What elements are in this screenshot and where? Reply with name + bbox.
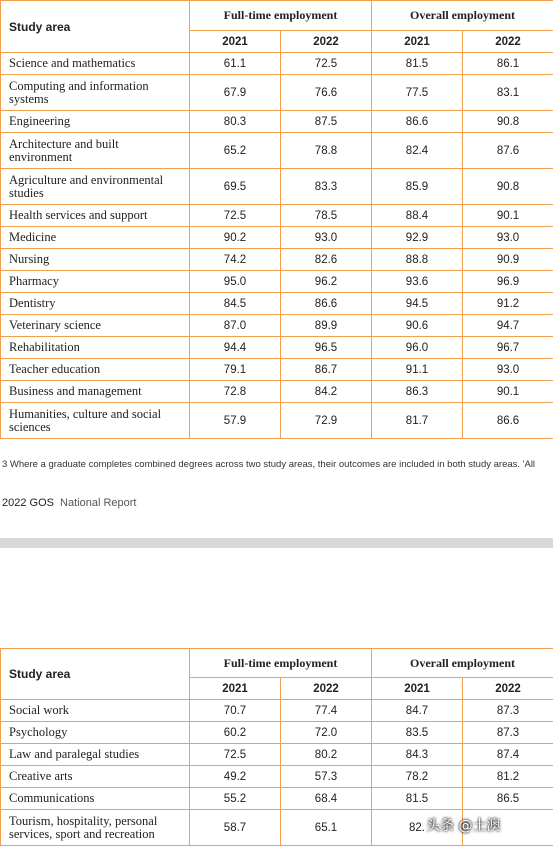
value-cell: 57.9 [190,403,281,439]
value-cell: 83.5 [372,722,463,744]
study-area-cell: Business and management [1,381,190,403]
value-cell: 95.0 [190,271,281,293]
study-area-cell: Tourism, hospitality, personal services, sport and recreation [1,810,190,846]
value-cell: 81.2 [463,766,553,788]
value-cell: 90.1 [463,205,553,227]
value-cell: 55.2 [190,788,281,810]
header-year: 2021 [190,678,281,700]
header-study-area: Study area [1,649,190,700]
value-cell: 90.8 [463,169,553,205]
value-cell: 96.7 [463,337,553,359]
value-cell: 72.0 [281,722,372,744]
value-cell: 72.9 [281,403,372,439]
value-cell: 93.0 [463,359,553,381]
value-cell: 80.3 [190,111,281,133]
table-row [1,403,553,439]
header-year: 2021 [372,31,463,53]
value-cell: 76.6 [281,75,372,111]
study-area-cell: Communications [1,788,190,810]
value-cell: 82.4 [372,133,463,169]
value-cell: 86.1 [463,53,553,75]
value-cell: 91.1 [372,359,463,381]
header-overall: Overall employment [372,649,553,678]
header-year: 2021 [372,678,463,700]
value-cell: 78.5 [281,205,372,227]
value-cell: 90.2 [190,227,281,249]
table-row [1,788,553,810]
table-row [1,227,553,249]
value-cell: 84.2 [281,381,372,403]
value-cell: 89.9 [281,315,372,337]
value-cell: 87.6 [463,133,553,169]
study-area-cell: Social work [1,700,190,722]
value-cell: 80.2 [281,744,372,766]
value-cell: 79.1 [190,359,281,381]
study-area-cell: Agriculture and environmental studies [1,169,190,205]
value-cell: 67.9 [190,75,281,111]
value-cell: 70.7 [190,700,281,722]
table-row [1,359,553,381]
table-row [1,111,553,133]
table-row [1,169,553,205]
study-area-cell: Creative arts [1,766,190,788]
value-cell: 93.0 [463,227,553,249]
value-cell: 74.2 [190,249,281,271]
header-year: 2022 [281,31,372,53]
table-row [1,205,553,227]
header-full-time: Full-time employment [190,1,372,31]
table-row [1,75,553,111]
value-cell: 93.0 [281,227,372,249]
study-area-cell: Computing and information systems [1,75,190,111]
value-cell: 90.6 [372,315,463,337]
study-area-cell: Health services and support [1,205,190,227]
value-cell: 61.1 [190,53,281,75]
value-cell: 77.4 [281,700,372,722]
value-cell: 72.5 [190,205,281,227]
value-cell: 72.5 [190,744,281,766]
header-overall: Overall employment [372,1,553,31]
table-row [1,722,553,744]
header-year: 2021 [190,31,281,53]
value-cell: 87.3 [463,700,553,722]
study-area-cell: Medicine [1,227,190,249]
value-cell: 57.3 [281,766,372,788]
study-area-cell: Dentistry [1,293,190,315]
value-cell: 85.9 [372,169,463,205]
value-cell: 72.5 [281,53,372,75]
value-cell: 94.4 [190,337,281,359]
value-cell: 94.5 [372,293,463,315]
footnote: 3 Where a graduate completes combined degrees across two study areas, their outcomes are included in both study areas. 'All [2,459,553,470]
report-footer [2,497,136,509]
value-cell: 96.9 [463,271,553,293]
study-area-cell: Veterinary science [1,315,190,337]
study-area-cell: Science and mathematics [1,53,190,75]
report-title: National Report [60,497,136,509]
table-row [1,381,553,403]
value-cell: 78.8 [281,133,372,169]
table-row [1,700,553,722]
value-cell: 58.7 [190,810,281,846]
value-cell: 93.6 [372,271,463,293]
header-year: 2022 [463,678,553,700]
value-cell: 84.5 [190,293,281,315]
value-cell: 60.2 [190,722,281,744]
value-cell: 90.1 [463,381,553,403]
header-study-area: Study area [1,1,190,53]
value-cell: 83.1 [463,75,553,111]
value-cell: 90.9 [463,249,553,271]
value-cell: 96.0 [372,337,463,359]
value-cell: 86.3 [372,381,463,403]
value-cell: 72.8 [190,381,281,403]
value-cell: 94.7 [463,315,553,337]
value-cell: 81.5 [372,788,463,810]
study-area-cell: Teacher education [1,359,190,381]
value-cell: 87.5 [281,111,372,133]
value-cell: 87.0 [190,315,281,337]
value-cell: 65.1 [281,810,372,846]
table-row [1,271,553,293]
value-cell: 88.4 [372,205,463,227]
value-cell: 68.4 [281,788,372,810]
table-row [1,315,553,337]
value-cell: 86.6 [463,403,553,439]
value-cell: 86.7 [281,359,372,381]
value-cell: 90.8 [463,111,553,133]
value-cell: 88.8 [372,249,463,271]
study-area-cell: Humanities, culture and social sciences [1,403,190,439]
value-cell: 87.3 [463,722,553,744]
table-row [1,337,553,359]
study-area-cell: Architecture and built environment [1,133,190,169]
page-gap [0,538,553,548]
table-row [1,249,553,271]
header-full-time: Full-time employment [190,649,372,678]
value-cell: 86.6 [281,293,372,315]
value-cell: 86.6 [372,111,463,133]
value-cell: 92.9 [372,227,463,249]
table-row [1,744,553,766]
value-cell: 77.5 [372,75,463,111]
value-cell: 84.3 [372,744,463,766]
value-cell: 49.2 [190,766,281,788]
table-row [1,133,553,169]
value-cell: 96.2 [281,271,372,293]
study-area-cell: Rehabilitation [1,337,190,359]
watermark: 头条 @土澳 [426,815,500,835]
table-row [1,53,553,75]
value-cell: 81.7 [372,403,463,439]
table-row [1,766,553,788]
value-cell: 86.5 [463,788,553,810]
value-cell: 96.5 [281,337,372,359]
value-cell: 82. [372,810,463,846]
study-area-cell: Law and paralegal studies [1,744,190,766]
value-cell: 91.2 [463,293,553,315]
study-area-cell: Engineering [1,111,190,133]
value-cell: 83.3 [281,169,372,205]
study-area-cell: Nursing [1,249,190,271]
study-area-cell: Pharmacy [1,271,190,293]
value-cell: 81.5 [372,53,463,75]
value-cell: 87.4 [463,744,553,766]
header-year: 2022 [463,31,553,53]
study-area-cell: Psychology [1,722,190,744]
table-row [1,293,553,315]
header-year: 2022 [281,678,372,700]
value-cell: 84.7 [372,700,463,722]
report-year: 2022 GOS [2,497,54,509]
value-cell: 78.2 [372,766,463,788]
value-cell: 65.2 [190,133,281,169]
value-cell: 69.5 [190,169,281,205]
value-cell: 82.6 [281,249,372,271]
